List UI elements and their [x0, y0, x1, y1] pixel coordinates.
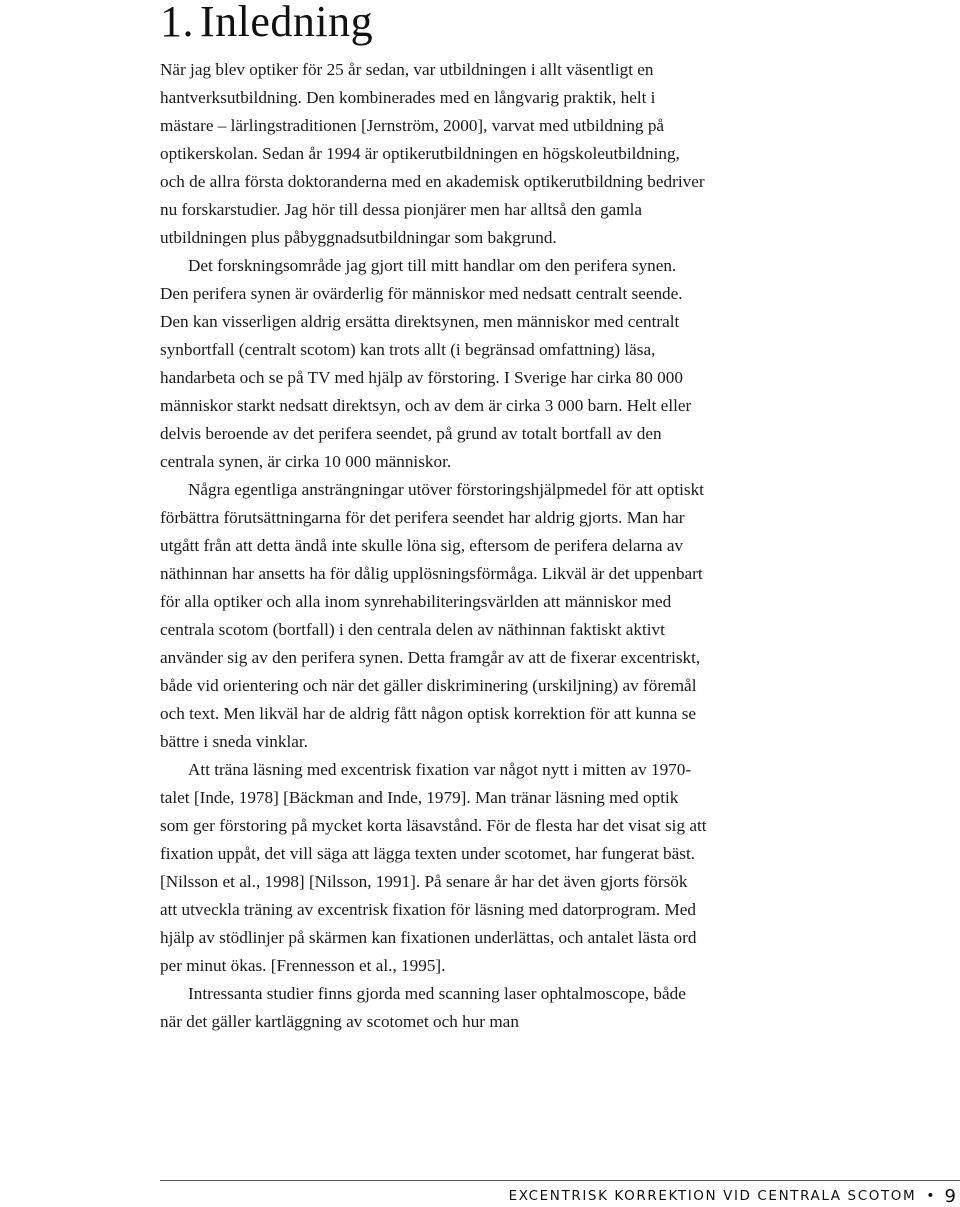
paragraph: Några egentliga ansträngningar utöver förstoringshjälpmedel för att optiskt förbättra förutsättningarna för det perifera seendet har aldrig gjorts. Man har utgått från att detta ändå inte skulle löna sig, eftersom de perifera delarna av näthinnan har ansetts ha för dålig upplösningsförmåga. Likväl är det uppenbart för alla optiker och alla inom synrehabiliteringsvärlden att människor med centrala scotom (bortfall) i den centrala delen av näthinnan faktiskt aktivt använder sig av den perifera synen. Detta framgår av att de fixerar excentriskt, både vid orientering och när det gäller diskriminering (urskiljning) av föremål och text. Men likväl har de aldrig fått någon optisk korrektion för att kunna se bättre i sneda vinklar. [160, 480, 704, 751]
running-head: EXCENTRISK KORREKTION VID CENTRALA SCOTOM [508, 1188, 917, 1204]
paragraph: Det forskningsområde jag gjort till mitt handlar om den perifera synen. Den perifera synen är ovärderlig för människor med nedsatt centralt seende. Den kan visserligen aldrig ersätta direktsynen, men människor med centralt synbortfall (centralt scotom) kan trots allt (i begränsad omfattning) läsa, handarbeta och se på TV med hjälp av förstoring. I Sverige har cirka 80 000 människor starkt nedsatt direktsyn, och av dem är cirka 3 000 barn. Helt eller delvis beroende av det perifera seendet, på grund av totalt bortfall av den centrala synen, är cirka 10 000 människor. [160, 256, 692, 471]
paragraph: När jag blev optiker för 25 år sedan, var utbildningen i allt väsentligt en hantverksutbildning. Den kombinerades med en långvarig praktik, helt i mästare – lärlingstraditionen [Jernström, 2000], varvat med utbildning på optikerskolan. Sedan år 1994 är optikerutbildningen en högskoleutbildning, och de allra första doktoranderna med en akademisk optikerutbildning bedriver nu forskarstudier. Jag hör till dessa pionjärer men har alltså den gamla utbildningen plus påbyggnadsutbildningar som bakgrund. [160, 60, 705, 247]
footer-bullet: • [926, 1188, 935, 1204]
paragraph: Intressanta studier finns gjorda med scanning laser ophtalmoscope, både när det gäller kartläggning av scotomet och hur man [160, 984, 686, 1031]
chapter-title-text: Inledning [200, 0, 374, 46]
chapter-title [160, 0, 373, 44]
page-footer [509, 1186, 960, 1206]
footer-rule [160, 1180, 960, 1181]
paragraph: Att träna läsning med excentrisk fixation var något nytt i mitten av 1970-talet [Inde, 1978] [Bäckman and Inde, 1979]. Man tränar läsning med optik som ger förstoring på mycket korta läsavstånd. För de flesta har det visat sig att fixation uppåt, det vill säga att lägga texten under scotomet, har fungerat bäst. [Nilsson et al., 1998] [Nilsson, 1991]. På senare år har det även gjorts försök att utveckla träning av excentrisk fixation för läsning med datorprogram. Med hjälp av stödlinjer på skärmen kan fixationen underlättas, och antalet lästa ord per minut ökas. [Frennesson et al., 1995]. [160, 760, 707, 975]
body-text [160, 56, 708, 1036]
chapter-number: 1. [160, 0, 194, 46]
page-number: 9 [944, 1185, 956, 1207]
